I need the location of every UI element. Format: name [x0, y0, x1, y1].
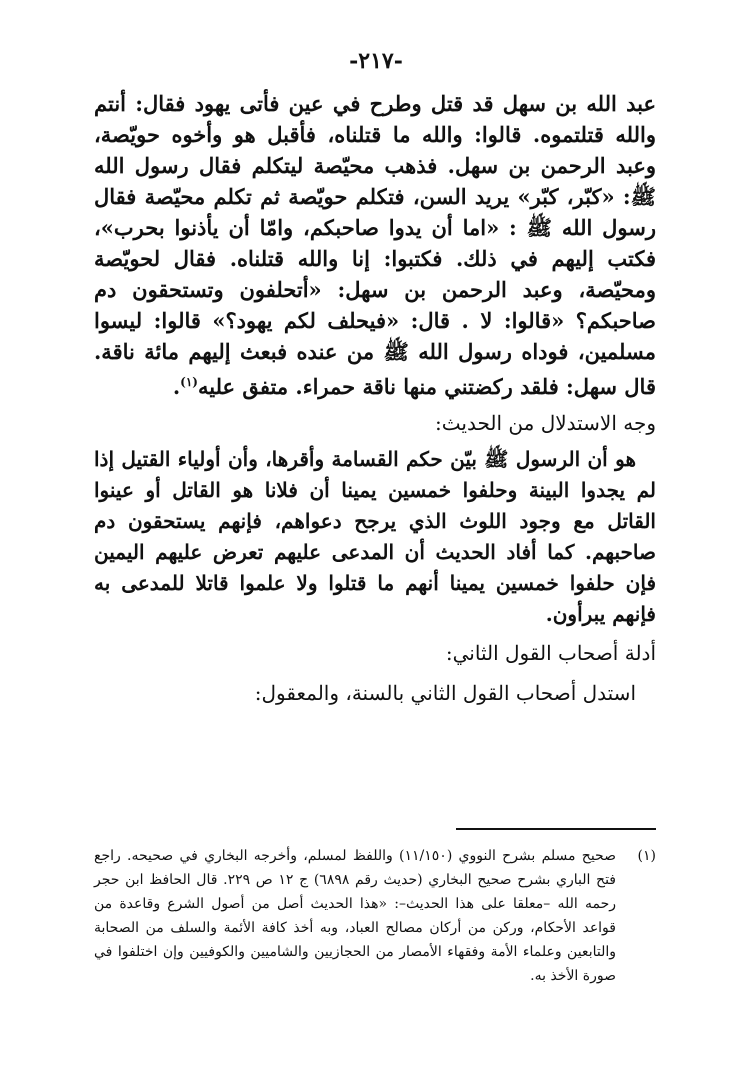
- main-text: [94, 88, 656, 708]
- inference-heading: وجه الاستدلال من الحديث:: [435, 411, 656, 435]
- hadith-text: عبد الله بن سهل قد قتل وطرح في عين فأتى يهود فقال: أنتم والله قتلتموه. قالوا: والله ما قتلناه، فأقبل هو وأخوه حويّصة، وعبد الرحمن بن سهل. فذهب محيّصة ليتكلم فقال رسول الله ﷺ: «كبّر، كبّر» يريد السن، فتكلم حويّصة ثم تكلم محيّصة فقال رسول الله ﷺ : «اما أن يدوا صاحبكم، وامّا أن يأذنوا بحرب»، فكتب إليهم في ذلك. فكتبوا: إنا والله قتلناه. فقال لحويّصة ومحيّصة، وعبد الرحمن بن سهل: «أتحلفون وتستحقون دم صاحبكم؟ «قالوا: لا . قال: «فيحلف لكم يهود؟» قالوا: ليسوا مسلمين، فوداه رسول الله ﷺ من عنده فبعث إليهم مائة ناقة. قال سهل: فلقد ركضتني منها ناقة حمراء. متفق عليه: [94, 91, 656, 399]
- footnote-marker: (١): [637, 848, 656, 864]
- page-number: -٢١٧-: [349, 48, 403, 74]
- inference-paragraph: هو أن الرسول ﷺ بيّن حكم القسامة وأقرها، وأن أولياء القتيل إذا لم يجدوا البينة وحلفوا خمسين يمينا أن فلانا هو القاتل أو عينوا القاتل مع وجود اللوث الذي يرجح دعواهم، فإنهم يستحقون دم صاحبهم. كما أفاد الحديث أن المدعى عليهم تعرض عليهم اليمين فإن حلفوا خمسين يمينا أنهم ما قتلوا ولا علموا قاتلا للمدعى به فإنهم يبرأون.: [94, 447, 656, 626]
- second-opinion-intro: استدل أصحاب القول الثاني بالسنة، والمعقول:: [254, 681, 636, 705]
- hadith-paragraph: [94, 88, 656, 402]
- hadith-end-punctuation: .: [172, 374, 181, 399]
- footnote-text: صحيح مسلم بشرح النووي (١١/١٥٠) واللفظ لمسلم، وأخرجه البخاري في صحيحه. راجع فتح الباري بشرح صحيح البخاري (حديث رقم ٦٨٩٨) ج ١٢ ص ٢٢٩. قال الحافظ ابن حجر رحمه الله –معلقا على هذا الحديث–: «هذا الحديث أصل من أصول الشرع وقاعدة من قواعد الأحكام، وركن من أركان مصالح العباد، وبه أخذ كافة الأئمة والسلف من الصحابة والتابعين وعلماء الأمة وفقهاء الأمصار من الحجازيين والشاميين والكوفيين وإن اختلفوا في صورة الأخذ به.: [94, 848, 616, 984]
- footnote-separator: [456, 828, 656, 830]
- footnote-reference[interactable]: (١): [180, 375, 198, 389]
- second-opinion-heading: أدلة أصحاب القول الثاني:: [445, 641, 656, 665]
- footnote: [94, 844, 656, 988]
